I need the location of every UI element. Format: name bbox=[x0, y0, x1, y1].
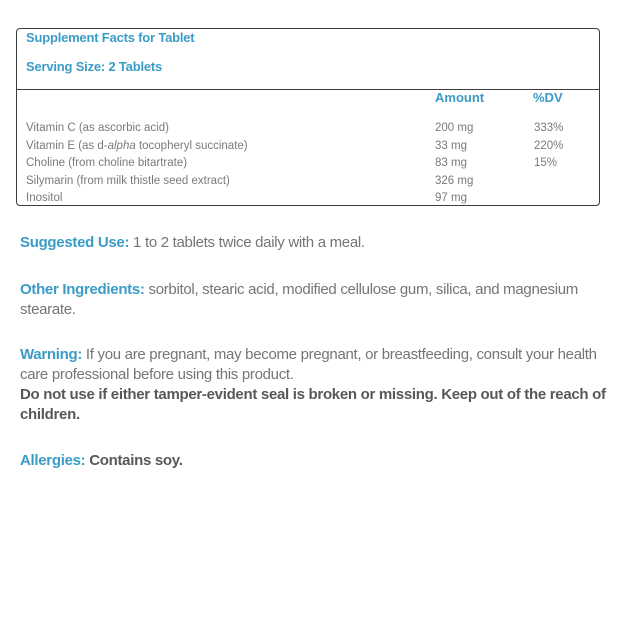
ingredient-name: Vitamin E (as d-alpha tocopheryl succinate) bbox=[26, 139, 248, 152]
facts-row bbox=[26, 190, 596, 208]
facts-rows bbox=[26, 120, 596, 208]
ingredient-amount: 97 mg bbox=[435, 192, 467, 204]
suggested-use-text: 1 to 2 tablets twice daily with a meal. bbox=[129, 234, 365, 251]
ingredient-dv: 220% bbox=[534, 139, 564, 152]
ingredient-name: Vitamin C (as ascorbic acid) bbox=[26, 122, 169, 134]
serving-size: Serving Size: 2 Tablets bbox=[26, 59, 163, 74]
ingredient-amount: 326 mg bbox=[435, 174, 474, 187]
facts-row bbox=[26, 120, 596, 138]
supplement-facts-panel bbox=[16, 28, 600, 206]
facts-row bbox=[26, 173, 596, 191]
ingredient-name: Choline (from choline bitartrate) bbox=[26, 157, 188, 169]
warning-text: If you are pregnant, may become pregnant, or breastfeeding, consult your health care professional before using this product. bbox=[20, 346, 597, 383]
allergies-text: Contains soy. bbox=[85, 452, 183, 469]
warning-label: Warning: bbox=[20, 346, 83, 363]
ingredient-name: Inositol bbox=[26, 192, 63, 204]
warning-section bbox=[20, 345, 610, 425]
other-ingredients-label: Other Ingredients: bbox=[20, 281, 145, 298]
allergies-label: Allergies: bbox=[20, 452, 86, 469]
ingredient-amount: 200 mg bbox=[435, 122, 474, 134]
facts-title: Supplement Facts for Tablet bbox=[26, 30, 195, 45]
allergies-section bbox=[20, 451, 610, 471]
facts-row bbox=[26, 155, 596, 173]
facts-header bbox=[17, 29, 599, 90]
suggested-use-section bbox=[20, 233, 610, 253]
other-ingredients-text: sorbitol, stearic acid, modified cellulose gum, silica, and magnesium stearate. bbox=[20, 281, 578, 318]
ingredient-dv: 333% bbox=[534, 122, 564, 134]
ingredient-amount: 83 mg bbox=[435, 157, 467, 169]
suggested-use-label: Suggested Use: bbox=[20, 234, 130, 251]
other-ingredients-section bbox=[20, 280, 610, 320]
facts-row bbox=[26, 138, 596, 156]
ingredient-amount: 33 mg bbox=[435, 139, 467, 152]
column-header-amount: Amount bbox=[435, 90, 485, 105]
ingredient-name: Silymarin (from milk thistle seed extract) bbox=[26, 174, 230, 187]
column-header-dv: %DV bbox=[533, 90, 563, 105]
ingredient-dv: 15% bbox=[534, 157, 558, 169]
warning-bold-text: Do not use if either tamper-evident seal is broken or missing. Keep out of the reach of children. bbox=[20, 386, 606, 423]
